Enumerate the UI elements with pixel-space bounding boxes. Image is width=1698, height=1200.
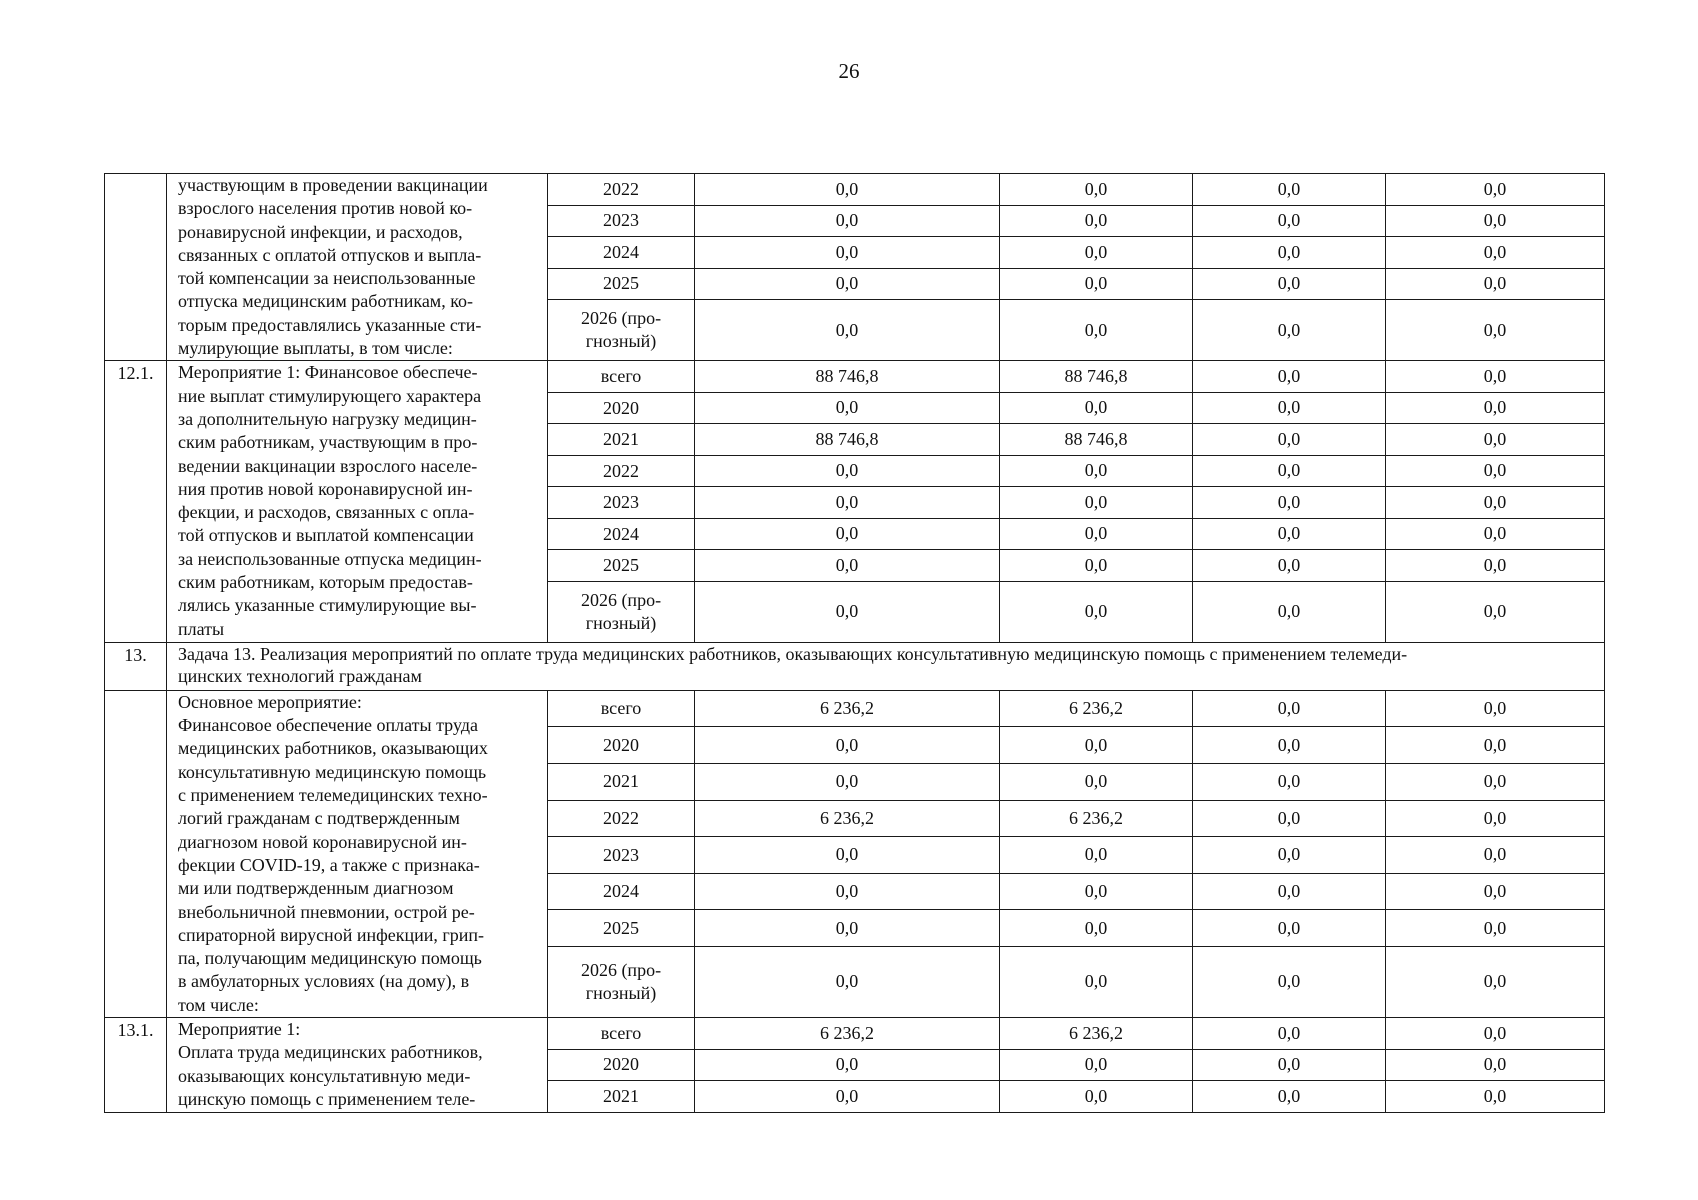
value-federal: 0,0	[1193, 268, 1386, 300]
period-cell	[548, 174, 695, 206]
period-line: 2020	[603, 397, 639, 418]
period-line: 2023	[603, 492, 639, 513]
period-line: 2023	[603, 210, 639, 231]
period-line: 2024	[603, 881, 639, 902]
description-line: цинскую помощь с применением теле-	[178, 1088, 476, 1109]
value-total: 0,0	[695, 455, 1000, 487]
value-federal: 0,0	[1193, 518, 1386, 550]
table-row	[105, 174, 1605, 206]
description-line: отпуска медицинским работникам, ко-	[178, 291, 474, 312]
description-line: спираторной вирусной инфекции, грип-	[178, 924, 485, 945]
description-line: ским работникам, которым предостав-	[178, 572, 473, 593]
description-line: связанных с оплатой отпусков и выпла-	[178, 244, 482, 265]
task-line: цинских технологий гражданам	[178, 665, 422, 686]
value-regional: 6 236,2	[1000, 1018, 1193, 1050]
period-cell	[548, 581, 695, 642]
period-line: всего	[600, 366, 642, 387]
task-row	[105, 642, 1605, 690]
description-line: ским работникам, участвующим в про-	[178, 432, 478, 453]
period-cell	[548, 947, 695, 1018]
value-federal: 0,0	[1193, 205, 1386, 237]
description-line: диагнозом новой коронавирусной ин-	[178, 831, 467, 852]
value-total: 0,0	[695, 237, 1000, 269]
description-line: па, получающим медицинскую помощь	[178, 948, 482, 969]
task-description	[167, 642, 1605, 690]
value-total: 0,0	[695, 727, 1000, 764]
value-total: 0,0	[695, 205, 1000, 237]
description-line: логий гражданам с подтвержденным	[178, 808, 460, 829]
period-line: 2025	[603, 555, 639, 576]
value-other: 0,0	[1386, 268, 1605, 300]
value-federal: 0,0	[1193, 910, 1386, 947]
value-regional: 0,0	[1000, 727, 1193, 764]
value-federal: 0,0	[1193, 174, 1386, 206]
description-line: той отпусков и выплатой компенсации	[178, 525, 474, 546]
table-row	[105, 361, 1605, 393]
period-line: гнозный)	[585, 331, 657, 352]
value-regional: 0,0	[1000, 550, 1193, 582]
period-line: гнозный)	[585, 612, 657, 633]
period-line: 2020	[603, 1054, 639, 1075]
value-other: 0,0	[1386, 361, 1605, 393]
value-other: 0,0	[1386, 690, 1605, 727]
value-total: 0,0	[695, 764, 1000, 801]
period-cell	[548, 800, 695, 837]
value-federal: 0,0	[1193, 837, 1386, 874]
description-line: ния против новой коронавирусной ин-	[178, 478, 473, 499]
period-cell	[548, 205, 695, 237]
description-line: фекции COVID-19, а также с признака-	[178, 854, 480, 875]
value-total: 0,0	[695, 1049, 1000, 1081]
description-line: внебольничной пневмонии, острой ре-	[178, 901, 475, 922]
value-other: 0,0	[1386, 205, 1605, 237]
value-federal: 0,0	[1193, 727, 1386, 764]
description-line: за неиспользованные отпуска медицин-	[178, 548, 482, 569]
description-line: Оплата труда медицинских работников,	[178, 1042, 483, 1063]
description-line: фекции, и расходов, связанных с опла-	[178, 502, 475, 523]
value-federal: 0,0	[1193, 947, 1386, 1018]
value-regional: 0,0	[1000, 205, 1193, 237]
description-line: медицинских работников, оказывающих	[178, 738, 488, 759]
value-other: 0,0	[1386, 1018, 1605, 1050]
description-line: ми или подтвержденным диагнозом	[178, 878, 454, 899]
period-cell	[548, 392, 695, 424]
value-regional: 0,0	[1000, 518, 1193, 550]
description-line: торым предоставлялись указанные сти-	[178, 314, 482, 335]
value-federal: 0,0	[1193, 361, 1386, 393]
period-line: 2024	[603, 241, 639, 262]
value-federal: 0,0	[1193, 550, 1386, 582]
period-line: всего	[600, 1022, 642, 1043]
period-cell	[548, 764, 695, 801]
value-other: 0,0	[1386, 392, 1605, 424]
value-federal: 0,0	[1193, 690, 1386, 727]
period-cell	[548, 1081, 695, 1113]
period-cell	[548, 455, 695, 487]
period-line: всего	[600, 698, 642, 719]
period-line: гнозный)	[585, 983, 657, 1004]
value-other: 0,0	[1386, 764, 1605, 801]
period-cell	[548, 487, 695, 519]
period-cell	[548, 910, 695, 947]
period-line: 2022	[603, 460, 639, 481]
row-number	[105, 174, 167, 361]
description-line: Мероприятие 1:	[178, 1019, 301, 1040]
description-line: с применением телемедицинских техно-	[178, 785, 488, 806]
value-other: 0,0	[1386, 1081, 1605, 1113]
value-total: 88 746,8	[695, 361, 1000, 393]
value-federal: 0,0	[1193, 1018, 1386, 1050]
value-federal: 0,0	[1193, 300, 1386, 361]
value-regional: 0,0	[1000, 487, 1193, 519]
period-line: 2025	[603, 917, 639, 938]
description-line: платы	[178, 618, 225, 639]
activity-description	[167, 690, 548, 1017]
period-cell	[548, 300, 695, 361]
value-total: 0,0	[695, 518, 1000, 550]
value-federal: 0,0	[1193, 1081, 1386, 1113]
period-cell	[548, 873, 695, 910]
period-cell	[548, 1018, 695, 1050]
period-cell	[548, 518, 695, 550]
value-federal: 0,0	[1193, 392, 1386, 424]
value-regional: 88 746,8	[1000, 361, 1193, 393]
value-regional: 0,0	[1000, 392, 1193, 424]
value-federal: 0,0	[1193, 581, 1386, 642]
period-cell	[548, 424, 695, 456]
value-regional: 6 236,2	[1000, 800, 1193, 837]
period-line: 2025	[603, 273, 639, 294]
period-line: 2026 (про-	[580, 308, 662, 329]
value-federal: 0,0	[1193, 487, 1386, 519]
description-line: том числе:	[178, 994, 259, 1015]
value-other: 0,0	[1386, 487, 1605, 519]
value-total: 0,0	[695, 550, 1000, 582]
value-total: 0,0	[695, 910, 1000, 947]
value-other: 0,0	[1386, 873, 1605, 910]
value-other: 0,0	[1386, 947, 1605, 1018]
period-line: 2026 (про-	[580, 960, 662, 981]
row-number: 13.1.	[105, 1018, 167, 1113]
period-cell	[548, 268, 695, 300]
value-regional: 0,0	[1000, 873, 1193, 910]
value-federal: 0,0	[1193, 764, 1386, 801]
value-other: 0,0	[1386, 237, 1605, 269]
period-line: 2021	[603, 1085, 639, 1106]
period-line: 2020	[603, 734, 639, 755]
period-cell	[548, 837, 695, 874]
value-regional: 0,0	[1000, 910, 1193, 947]
budget-table	[104, 173, 1605, 1113]
period-line: 2024	[603, 523, 639, 544]
value-total: 0,0	[695, 947, 1000, 1018]
value-regional: 0,0	[1000, 300, 1193, 361]
value-federal: 0,0	[1193, 800, 1386, 837]
value-regional: 0,0	[1000, 237, 1193, 269]
value-total: 0,0	[695, 487, 1000, 519]
description-line: Мероприятие 1: Финансовое обеспече-	[178, 362, 478, 383]
description-line: лялись указанные стимулирующие вы-	[178, 595, 477, 616]
period-cell	[548, 361, 695, 393]
value-total: 0,0	[695, 268, 1000, 300]
period-cell	[548, 690, 695, 727]
value-other: 0,0	[1386, 727, 1605, 764]
period-line: 2023	[603, 844, 639, 865]
value-total: 0,0	[695, 300, 1000, 361]
value-regional: 0,0	[1000, 455, 1193, 487]
page-number: 26	[838, 59, 860, 83]
value-other: 0,0	[1386, 581, 1605, 642]
value-total: 0,0	[695, 392, 1000, 424]
description-line: Основное мероприятие:	[178, 691, 362, 712]
value-regional: 88 746,8	[1000, 424, 1193, 456]
value-total: 0,0	[695, 581, 1000, 642]
row-number: 13.	[105, 642, 167, 690]
budget-table-body	[105, 174, 1605, 1113]
value-federal: 0,0	[1193, 873, 1386, 910]
value-total: 6 236,2	[695, 690, 1000, 727]
value-regional: 0,0	[1000, 268, 1193, 300]
value-other: 0,0	[1386, 518, 1605, 550]
period-line: 2022	[603, 178, 639, 199]
description-line: ние выплат стимулирующего характера	[178, 385, 482, 406]
value-regional: 0,0	[1000, 764, 1193, 801]
period-line: 2021	[603, 429, 639, 450]
description-line: участвующим в проведении вакцинации	[178, 175, 488, 195]
row-number: 12.1.	[105, 361, 167, 643]
value-total: 6 236,2	[695, 800, 1000, 837]
value-total: 88 746,8	[695, 424, 1000, 456]
description-line: Финансовое обеспечение оплаты труда	[178, 715, 478, 736]
value-other: 0,0	[1386, 300, 1605, 361]
value-regional: 0,0	[1000, 837, 1193, 874]
value-regional: 0,0	[1000, 947, 1193, 1018]
value-federal: 0,0	[1193, 237, 1386, 269]
value-regional: 0,0	[1000, 174, 1193, 206]
description-line: ведении вакцинации взрослого населе-	[178, 455, 478, 476]
value-total: 0,0	[695, 1081, 1000, 1113]
value-other: 0,0	[1386, 424, 1605, 456]
value-regional: 6 236,2	[1000, 690, 1193, 727]
value-other: 0,0	[1386, 455, 1605, 487]
period-line: 2021	[603, 771, 639, 792]
description-line: той компенсации за неиспользованные	[178, 268, 476, 289]
task-line: Задача 13. Реализация мероприятий по оплате труда медицинских работников, оказывающих консультативную медицинскую помощь с применением телемеди-	[178, 643, 1408, 664]
value-regional: 0,0	[1000, 1049, 1193, 1081]
value-other: 0,0	[1386, 174, 1605, 206]
value-other: 0,0	[1386, 1049, 1605, 1081]
description-line: мулирующие выплаты, в том числе:	[178, 338, 453, 359]
period-cell	[548, 1049, 695, 1081]
value-total: 0,0	[695, 873, 1000, 910]
value-regional: 0,0	[1000, 581, 1193, 642]
value-other: 0,0	[1386, 910, 1605, 947]
value-regional: 0,0	[1000, 1081, 1193, 1113]
table-row	[105, 1018, 1605, 1050]
value-total: 0,0	[695, 837, 1000, 874]
description-line: оказывающих консультативную меди-	[178, 1065, 471, 1086]
value-total: 0,0	[695, 174, 1000, 206]
description-line: за дополнительную нагрузку медицин-	[178, 408, 477, 429]
value-federal: 0,0	[1193, 1049, 1386, 1081]
description-line: ронавирусной инфекции, и расходов,	[178, 221, 463, 242]
activity-description	[167, 361, 548, 643]
period-cell	[548, 550, 695, 582]
activity-description	[167, 174, 548, 361]
value-federal: 0,0	[1193, 455, 1386, 487]
value-other: 0,0	[1386, 550, 1605, 582]
description-line: консультативную медицинскую помощь	[178, 761, 487, 782]
table-row	[105, 690, 1605, 727]
description-line: взрослого населения против новой ко-	[178, 198, 473, 219]
description-line: в амбулаторных условиях (на дому), в	[178, 971, 470, 992]
period-line: 2026 (про-	[580, 589, 662, 610]
row-number	[105, 690, 167, 1017]
period-cell	[548, 727, 695, 764]
period-cell	[548, 237, 695, 269]
value-other: 0,0	[1386, 800, 1605, 837]
period-line: 2022	[603, 807, 639, 828]
value-federal: 0,0	[1193, 424, 1386, 456]
activity-description	[167, 1018, 548, 1113]
value-other: 0,0	[1386, 837, 1605, 874]
value-total: 6 236,2	[695, 1018, 1000, 1050]
